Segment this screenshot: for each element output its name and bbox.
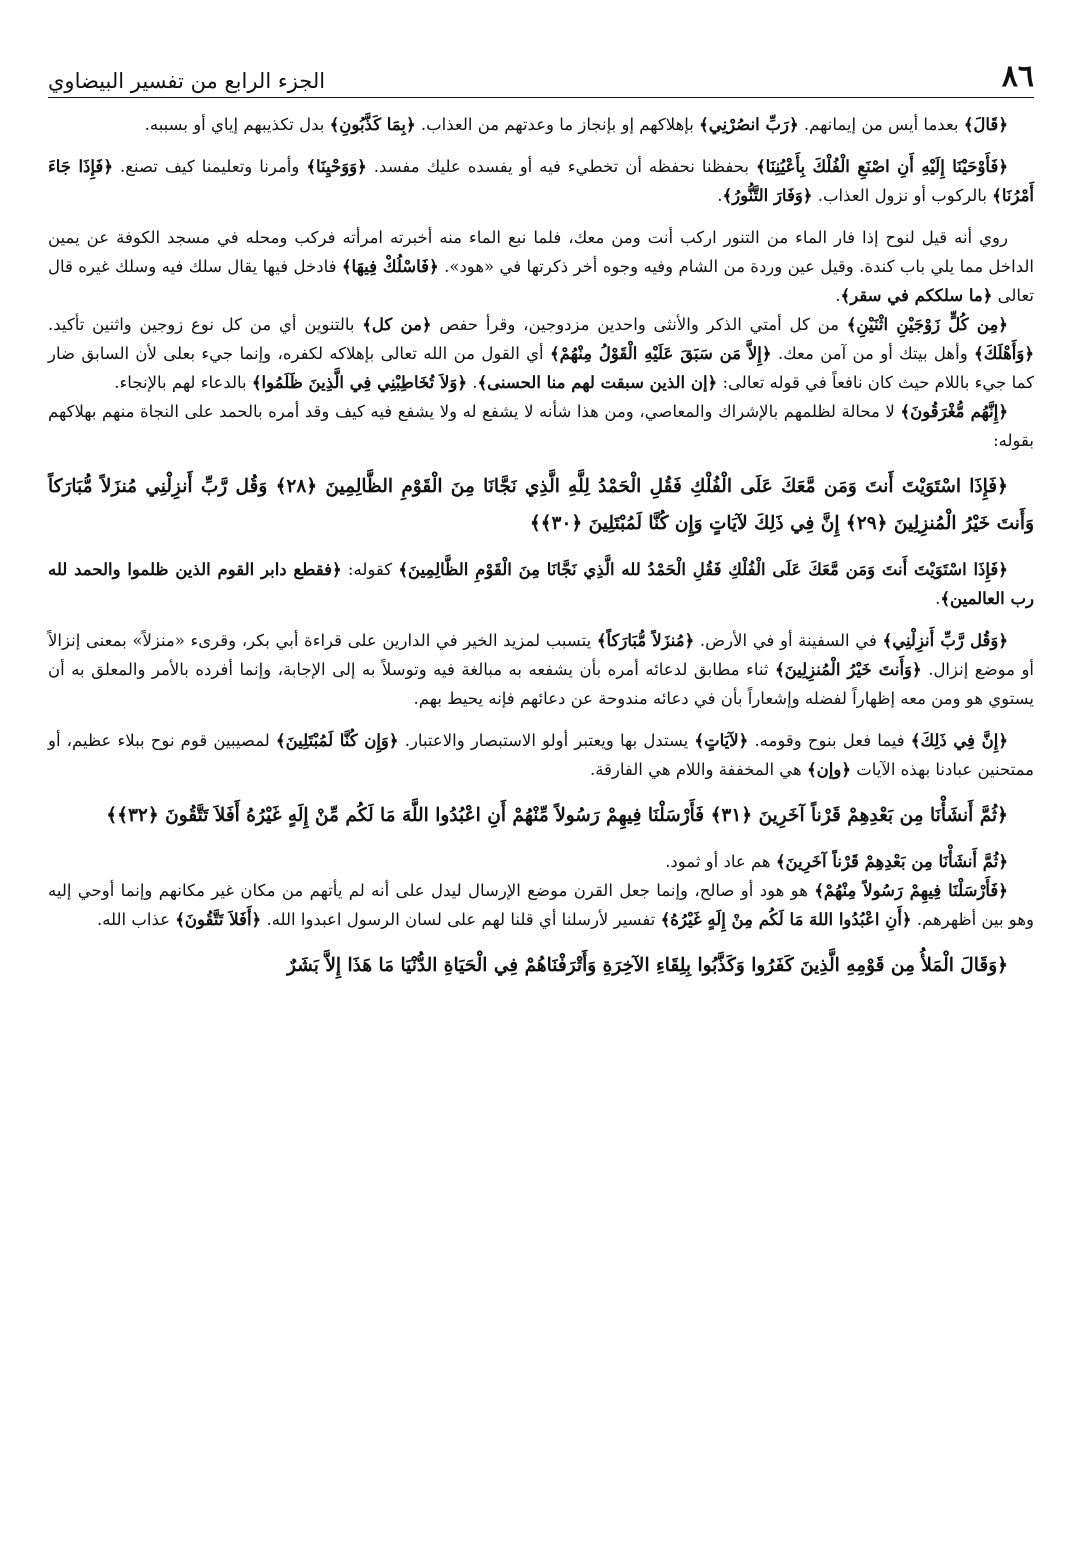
commentary-text: روي أنه قيل لنوح إذا فار الماء من التنور اركب أنت ومن معك، فلما نبع الماء منه أخبرته امرأته فركب ومحله في مسجد الكوفة عن يمين الداخل مما يلي باب كندة. وقيل عين وردة من الشام وفيه وجوه أخر ذكرتها في «هود». [48, 228, 1034, 276]
commentary-paragraph [48, 152, 1034, 210]
commentary-paragraph [48, 397, 1034, 455]
commentary-text: بحفظنا نحفظه أن تخطيء فيه أو يفسده عليك مفسد. [366, 157, 756, 176]
quoted-verse-phrase: ﴿فقطع دابر القوم الذين ظلموا والحمد لله رب العالمين﴾ [48, 560, 1034, 608]
quoted-verse-phrase: ﴿إِنَّهُم مُّغْرَقُونَ﴾ [900, 402, 1008, 421]
quoted-verse-phrase: ﴿مُنزَلاً مُّبَارَكاً﴾ [596, 631, 695, 650]
quoted-verse-phrase: ﴿وَأَنتَ خَيْرُ الْمُنزِلِينَ﴾ [774, 660, 922, 679]
quoted-verse-phrase: ﴿بِمَا كَذَّبُونِ﴾ [329, 115, 416, 134]
commentary-text: كقوله: [341, 560, 399, 579]
commentary-paragraph [48, 555, 1034, 613]
commentary-text: بالدعاء لهم بالإنجاء. [114, 373, 252, 392]
quoted-verse-phrase: ﴿وَأَهْلَكَ﴾ [974, 344, 1034, 363]
commentary-text: بدل تكذيبهم إياي أو بسببه. [144, 115, 330, 134]
quoted-verse-phrase: ﴿وَإِن كُنَّا لَمُبْتَلِينَ﴾ [275, 731, 399, 750]
quoted-verse-phrase: ﴿فَإِذَا جَاءَ أَمْرُنَا﴾ [48, 157, 1034, 205]
commentary-text: يستدل بها ويعتبر أولو الاستبصار والاعتبار. [398, 731, 695, 750]
commentary-text: لا محالة لظلمهم بالإشراك والمعاصي، ومن هذا شأنه لا يشفع له ولا يشفع فيه كيف وقد أمره بالحمد على النجاة منهم بهلاكهم بقوله: [48, 402, 1034, 450]
commentary-text: وأمرنا وتعليمنا كيف تصنع. [112, 157, 307, 176]
page-number: ٨٦ [1001, 59, 1034, 94]
quoted-verse-phrase: ﴿وَفَارَ التَّنُّورُ﴾ [722, 186, 813, 205]
commentary-text: عذاب الله. [96, 910, 176, 929]
quoted-verse-phrase: ﴿وإن﴾ [807, 760, 852, 779]
quoted-verse-phrase: ﴿إن الذين سبقت لهم منا الحسنى﴾ [477, 373, 718, 392]
commentary-text: وأهل بيتك أو من آمن معك. [771, 344, 975, 363]
commentary-text: . [717, 186, 723, 205]
commentary-text: فيما فعل بنوح وقومه. [748, 731, 911, 750]
running-head: الجزء الرابع من تفسير البيضاوي [48, 69, 326, 93]
commentary-text: فادخل فيها يقال سلك فيه وسلك غيره قال تعالى [48, 257, 1034, 305]
quoted-verse-phrase: ﴿وَوَحْيِنَا﴾ [306, 157, 367, 176]
commentary-text: . [467, 373, 478, 392]
commentary-text: بالتنوين أي من كل نوع زوجين واثنين تأكيد. [48, 315, 363, 334]
quoted-verse-phrase: ﴿رَبِّ انصُرْنِي﴾ [699, 115, 799, 134]
quoted-verse-phrase: ﴿إِلاَّ مَن سَبَقَ عَلَيْهِ الْقَوْلُ مِنْهُمْ﴾ [550, 344, 772, 363]
quoted-verse-phrase: ﴿من كل﴾ [362, 315, 432, 334]
commentary-text: . [935, 589, 941, 608]
commentary-text: هي المخففة واللام هي الفارقة. [589, 760, 807, 779]
commentary-text: من كل أمتي الذكر والأنثى واحدين مزدوجين، وقرأ حفص [431, 315, 847, 334]
header-rule [48, 97, 1034, 98]
quoted-verse-phrase: ﴿ما سلككم في سقر﴾ [840, 286, 993, 305]
quoted-verse-phrase: ﴿أَفَلاَ تَتَّقُونَ﴾ [175, 910, 262, 929]
commentary-text: . [835, 286, 841, 305]
commentary-paragraph [48, 876, 1034, 934]
commentary-paragraph [48, 110, 1034, 139]
quoted-verse-phrase: ﴿وَلاَ تُخَاطِبْنِي فِي الَّذِينَ ظَلَمُوا﴾ [251, 373, 468, 392]
quoted-verse-phrase: ﴿فَاسْلُكْ فِيهَا﴾ [341, 257, 439, 276]
commentary-text: بإهلاكهم إو بإنجاز ما وعدتهم من العذاب. [415, 115, 700, 134]
commentary-text: ثناء مطابق لدعائه أمره بأن يشفعه به مبالغة فيه وتوسلاً به إلى الإجابة، وإنما أفرده بالأمر والمعلق به أن يستوي هو ومن معه إظهاراً لفضله وإشعاراً بأن في دعائه مندوحة عن دعائهم فإنه يحيط بهم. [48, 660, 1034, 708]
quran-verse-block: ﴿وَقَالَ الْمَلأُ مِن قَوْمِهِ الَّذِينَ كَفَرُوا وَكَذَّبُوا بِلِقَاءِ الآخِرَةِ وَأَتْرَفْنَاهُمْ فِي الْحَيَاةِ الدُّنْيَا مَا هَذَا إِلاَّ بَشَرٌ [287, 955, 1008, 976]
commentary-paragraph [48, 626, 1034, 713]
quran-verse-block: ﴿فَإِذَا اسْتَوَيْتَ أَنتَ وَمَن مَّعَكَ عَلَى الْفُلْكِ فَقُلِ الْحَمْدُ لِلَّهِ الَّذِي نَجَّانَا مِنَ الْقَوْمِ الظَّالِمِينَ ﴿٢٨﴾ وَقُل رَّبِّ أَنزِلْنِي مُنزَلاً مُّبَارَكاً وَأَنتَ خَيْرُ الْمُنزِلِينَ ﴿٢٩﴾ إِنَّ فِي ذَلِكَ لآيَاتٍ وَإِن كُنَّا لَمُبْتَلِينَ ﴿٣٠﴾﴾ [48, 476, 1034, 534]
commentary-text: بعدما أيس من إيمانهم. [798, 115, 964, 134]
quoted-verse-phrase: ﴿فَإِذَا اسْتَوَيْتَ أَنتَ وَمَن مَّعَكَ عَلَى الْفُلْكِ فَقُلِ الْحَمْدُ لله الَّذِي نَجَّانَا مِنَ الْقَوْمِ الظَّالِمِينَ﴾ [398, 560, 1008, 579]
quran-verse-block: ﴿ثُمَّ أَنشَأْنَا مِن بَعْدِهِمْ قَرْناً آخَرِينَ ﴿٣١﴾ فَأَرْسَلْنَا فِيهِمْ رَسُولاً مِّنْهُمْ أَنِ اعْبُدُوا اللَّهَ مَا لَكُم مِّنْ إِلَهٍ غَيْرُهُ أَفَلاَ تَتَّقُونَ ﴿٣٢﴾﴾ [106, 805, 1008, 826]
commentary-text: تفسير لأرسلنا أي قلنا لهم على لسان الرسول اعبدوا الله. [261, 910, 661, 929]
quoted-verse-phrase: ﴿لآيَاتٍ﴾ [694, 731, 749, 750]
commentary-text: لمصيبين قوم نوح ببلاء عظيم، أو ممتحنين عبادنا بهذه الآيات [48, 731, 1034, 779]
commentary-paragraph [48, 847, 1034, 876]
quoted-verse-phrase: ﴿قَالَ﴾ [963, 115, 1008, 134]
page-header [48, 52, 1034, 92]
quoted-verse-phrase: ﴿فَأَرْسَلْنَا فِيهِمْ رَسُولاً مِنْهُمْ﴾ [814, 881, 1008, 900]
commentary-paragraph [48, 726, 1034, 784]
commentary-text: في السفينة أو في الأرض. [694, 631, 883, 650]
quoted-verse-phrase: ﴿وَقُل رَّبِّ أَنزِلْنِي﴾ [882, 631, 1009, 650]
commentary-text: أي القول من الله تعالى بإهلاكه لكفره، وإنما جيء بعلى لأن السابق ضار كما جيء باللام حيث كان نافعاً في قوله تعالى: [48, 344, 1034, 392]
commentary-paragraph [48, 223, 1034, 310]
commentary-text: هو هود أو صالح، وإنما جعل القرن موضع الإرسال ليدل على أنه لم يأتهم من مكان غير مكانهم وإنما أوحي إليه وهو بين أظهرهم. [48, 881, 1034, 929]
page-body [48, 110, 1034, 997]
quoted-verse-phrase: ﴿فَأَوْحَيْنَا إِلَيْهِ أَنِ اصْنَعِ الْفُلْكَ بِأَعْيُنِنَا﴾ [755, 157, 1009, 176]
quoted-verse-phrase: ﴿ثُمَّ أَنشَأْنَا مِن بَعْدِهِمْ قَرْناً آخَرِينَ﴾ [775, 852, 1008, 871]
quoted-verse-phrase: ﴿أَنِ اعْبُدُوا اللهَ مَا لَكُم مِنْ إِلَهٍ غَيْرُهُ﴾ [660, 910, 912, 929]
quoted-verse-phrase: ﴿إِنَّ فِي ذَلِكَ﴾ [910, 731, 1008, 750]
commentary-text: هم عاد أو ثمود. [665, 852, 776, 871]
commentary-text: يتسبب لمزيد الخير في الدارين على قراءة أبي بكر، وقرىء «منزلاً» بمعنى إنزالاً أو موضع إنزال. [48, 631, 1034, 679]
quoted-verse-phrase: ﴿مِن كُلٍّ زَوْجَيْنِ اثْنَيْنِ﴾ [846, 315, 1008, 334]
commentary-text: بالركوب أو نزول العذاب. [812, 186, 993, 205]
commentary-paragraph [48, 310, 1034, 397]
